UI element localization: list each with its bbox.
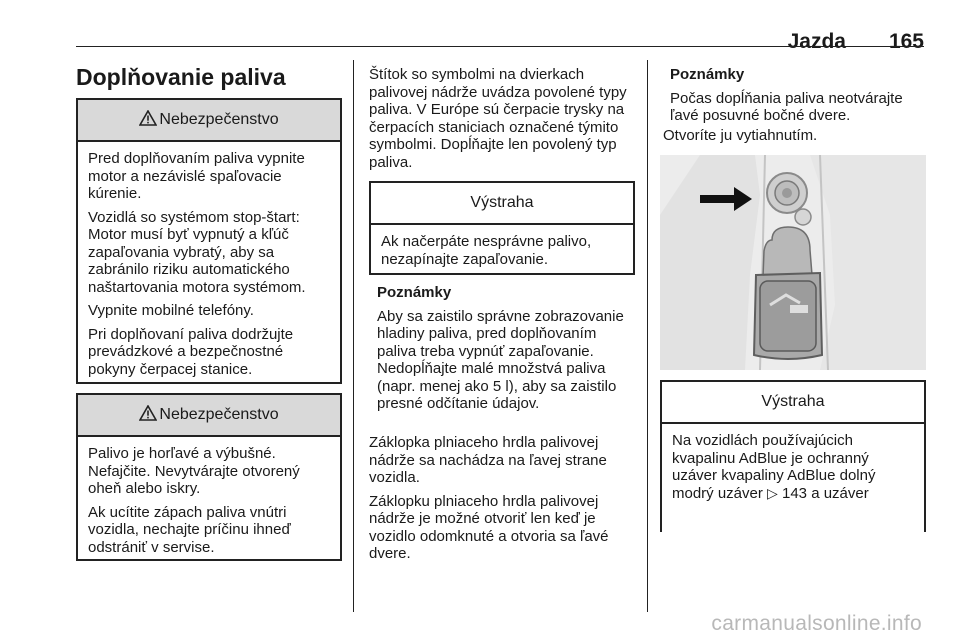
note-2-label: Poznámky (670, 66, 745, 83)
column-divider-1 (353, 60, 354, 612)
warning-triangle-icon (139, 110, 157, 131)
col2-intro-text: Štítok so symbolmi na dvierkach palivovej nádrže uvádza povolené typy paliva. V Európe sú čerpacie trysky na čerpacích staniciach označené týmito symbolmi. Dopĺňajte len povolený typ paliva. (369, 66, 627, 171)
caution-box-2-header: Výstraha (662, 382, 924, 424)
caution-box-2-text-before: Na vozidlách používajúcich kvapalinu AdBlue je ochranný uzáver kvapaliny AdBlue dolný modrý uzáver (672, 432, 876, 502)
caution-box-1 (369, 181, 635, 275)
caution-box-1-header: Výstraha (371, 183, 633, 225)
running-header-section: Jazda (787, 30, 846, 53)
note-1-text: Aby sa zaistilo správne zobrazovanie hladiny paliva, pred doplňovaním paliva treba vypnúť zapaľovanie. Nedopĺňajte malé množstvá paliva (napr. menej ako 5 l), aby sa zaistilo presné odčítanie údajov. (377, 307, 624, 412)
watermark: carmanualsonline.info (711, 612, 922, 635)
danger-box-1-paragraph: Pred doplňovaním paliva vypnite motor a nezávislé spaľovacie kúrenie. (88, 150, 305, 202)
danger-box-1-label: Nebezpečenstvo (159, 111, 279, 128)
col2-paragraph: Záklopka plniaceho hrdla palivovej nádrže sa nachádza na ľavej strane vozidla. (369, 434, 607, 486)
caution-box-1-text: Ak načerpáte nesprávne palivo, nezapínajte zapaľovanie. (381, 233, 592, 268)
note-2-text: Počas dopĺňania paliva neotvárajte ľavé posuvné bočné dvere. (670, 89, 903, 124)
caution-box-2-text (662, 424, 924, 510)
caution-box-2 (660, 380, 926, 532)
page-number: 165 (888, 30, 924, 53)
danger-box-1 (76, 98, 342, 384)
section-title: Doplňovanie paliva (76, 64, 286, 90)
col2-paragraphs (369, 434, 637, 569)
danger-box-2 (76, 393, 342, 561)
fuel-filler-flap-illustration (660, 155, 926, 370)
danger-box-2-header (78, 395, 340, 437)
note-block-1 (377, 284, 637, 419)
danger-box-1-paragraph: Vypnite mobilné telefóny. (88, 302, 254, 319)
note-block-2 (670, 66, 928, 131)
warning-triangle-icon (139, 405, 157, 426)
header-rule (76, 46, 924, 47)
column-divider-2 (647, 60, 648, 612)
danger-box-1-header (78, 100, 340, 142)
danger-box-2-label: Nebezpečenstvo (159, 406, 279, 423)
col2-paragraph: Záklopku plniaceho hrdla palivovej nádrže je možné otvoriť len keď je vozidlo odomknuté a otvoria sa ľavé dvere. (369, 492, 609, 562)
danger-box-1-paragraph: Vozidlá so systémom stop-štart: Motor musí byť vypnutý a kľúč zapaľovania vybratý, aby sa zabránilo riziku automatického naštartovania motora systémom. (88, 208, 306, 296)
caution-box-2-text-after: 143 a uzáver (782, 484, 869, 502)
note-1-label: Poznámky (377, 284, 452, 301)
col3-paragraph: Otvoríte ju vytiahnutím. (663, 127, 818, 144)
page-reference-arrow-icon: ▷ (767, 484, 778, 501)
danger-box-2-paragraph: Ak ucítite zápach paliva vnútri vozidla, nechajte príčinu ihneď odstrániť v servise. (88, 503, 291, 556)
danger-box-2-paragraph: Palivo je horľavé a výbušné. Nefajčite. Nevytvárajte otvorený oheň alebo iskry. (88, 445, 300, 497)
danger-box-1-paragraph: Pri doplňovaní paliva dodržujte prevádzkové a bezpečnostné pokyny čerpacej stanice. (88, 325, 294, 378)
